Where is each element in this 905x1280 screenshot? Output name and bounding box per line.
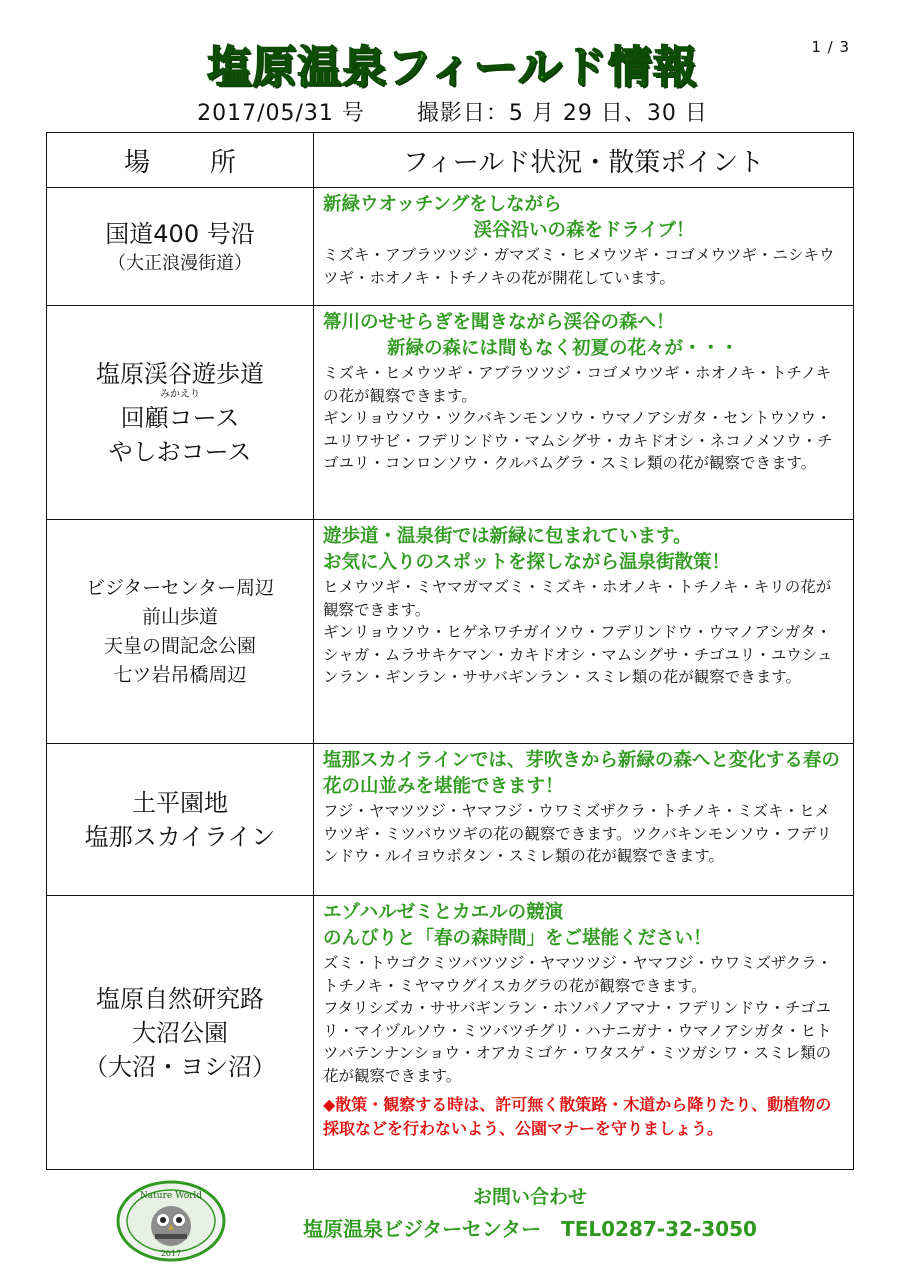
contact-info bbox=[230, 1182, 830, 1246]
highlight-text: 遊歩道・温泉街では新緑に包まれています。 bbox=[323, 526, 692, 547]
place-cell bbox=[47, 306, 314, 520]
place-name: 回顧コース bbox=[120, 403, 240, 432]
highlight-text: エゾハルゼミとカエルの競演 bbox=[323, 902, 564, 923]
place-name: 塩那スカイライン bbox=[84, 822, 276, 851]
place-name: 大沼公園 bbox=[132, 1018, 228, 1047]
body-text: ギンリョウソウ・ヒゲネワチガイソウ・フデリンドウ・ウマノアシガタ・シャガ・ムラサキケマン・カキドオシ・マムシグサ・チゴユリ・ユウシュンラン・ギンラン・ササバギンラン・スミレ類の花が観察できます。 bbox=[323, 623, 833, 686]
table-header-row bbox=[47, 133, 854, 188]
place-name: 塩原自然研究路 bbox=[96, 984, 264, 1013]
inquiry-label: お問い合わせ bbox=[472, 1186, 587, 1208]
highlight-text: 新緑ウオッチングをしながら bbox=[323, 194, 562, 215]
table-row bbox=[47, 306, 854, 520]
place-name: （大沼・ヨシ沼） bbox=[84, 1052, 276, 1081]
header-place bbox=[47, 133, 314, 188]
logo-text: Nature World bbox=[139, 1191, 203, 1201]
body-text: ギンリョウソウ・ツクバキンモンソウ・ウマノアシガタ・セントウソウ・ユリワサビ・フデリンドウ・マムシグサ・カキドオシ・ネコノメソウ・チゴユリ・コンロンソウ・クルバムグラ・スミレ類の花が観察できます。 bbox=[323, 409, 833, 472]
highlight-text: お気に入りのスポットを探しながら温泉街散策！ bbox=[323, 552, 731, 573]
highlight-text: 新緑の森には間もなく初夏の花々が・・・ bbox=[387, 338, 739, 359]
highlight-text: 渓谷沿いの森をドライブ！ bbox=[473, 220, 695, 241]
info-cell bbox=[314, 306, 854, 520]
highlight-text: 箒川のせせらぎを聞きながら渓谷の森へ！ bbox=[323, 312, 675, 333]
nature-world-logo bbox=[116, 1180, 226, 1262]
body-text: フジ・ヤマツツジ・ヤマフジ・ウワミズザクラ・トチノキ・ミズキ・ヒメウツギ・ミツバウツギの花の観察できます。ツクバキンモンソウ・フデリンドウ・ルイヨウボタン・スミレ類の花が観察できます。 bbox=[323, 802, 832, 865]
place-cell bbox=[47, 896, 314, 1170]
body-text: ヒメウツギ・ミヤマガマズミ・ミズキ・ホオノキ・トチノキ・キリの花が観察できます。 bbox=[323, 578, 832, 619]
place-cell bbox=[47, 520, 314, 744]
highlight-text: のんびりと「春の森時間」をご堪能ください！ bbox=[323, 928, 712, 949]
body-text: ズミ・トウゴクミツバツツジ・ヤマツツジ・ヤマフジ・ウワミズザクラ・トチノキ・ミヤマウグイスカグラの花が観察できます。 bbox=[323, 954, 833, 995]
info-cell bbox=[314, 188, 854, 306]
place-subname: （大正浪漫街道） bbox=[108, 252, 252, 274]
place-cell bbox=[47, 188, 314, 306]
place-name: 塩原渓谷遊歩道 bbox=[96, 359, 264, 388]
issue-date: 2017/05/31 号 bbox=[197, 101, 365, 126]
photo-date: 撮影日：5 月 29 日、30 日 bbox=[416, 101, 708, 126]
table-row bbox=[47, 896, 854, 1170]
info-cell bbox=[314, 896, 854, 1170]
place-name: 七ツ岩吊橋周辺 bbox=[113, 663, 247, 686]
body-text: ミズキ・アブラツツジ・ガマズミ・ヒメウツギ・コゴメウツギ・ニシキウツギ・ホオノキ・トチノキの花が開花しています。 bbox=[323, 246, 835, 287]
place-name: 前山歩道 bbox=[141, 605, 218, 628]
title-area bbox=[0, 40, 905, 96]
ruby-text: みかえり bbox=[160, 388, 200, 400]
place-name: やしおコース bbox=[108, 437, 252, 466]
place-name: ビジターセンター周辺 bbox=[85, 576, 275, 599]
date-line bbox=[0, 96, 905, 127]
info-cell bbox=[314, 744, 854, 896]
place-name: 天皇の間記念公園 bbox=[103, 634, 256, 657]
page-number: 1 / 3 bbox=[811, 38, 850, 56]
place-name: 土平園地 bbox=[132, 788, 228, 817]
logo-year: 2017 bbox=[160, 1249, 182, 1258]
info-cell bbox=[314, 520, 854, 744]
header-place-label: 場所 bbox=[123, 147, 296, 178]
table-row bbox=[47, 188, 854, 306]
contact-line: 塩原温泉ビジターセンター TEL0287-32-3050 bbox=[303, 1217, 757, 1241]
footer bbox=[0, 1178, 905, 1278]
table-row bbox=[47, 520, 854, 744]
place-name: 国道400 号沿 bbox=[105, 219, 255, 248]
table-row bbox=[47, 744, 854, 896]
highlight-text: 塩那スカイラインでは、芽吹きから新緑の森へと変化する春の花の山並みを堪能できます！ bbox=[323, 750, 840, 797]
place-cell bbox=[47, 744, 314, 896]
body-text: ミズキ・ヒメウツギ・アブラツツジ・コゴメウツギ・ホオノキ・トチノキの花が観察できます。 bbox=[323, 364, 832, 405]
header-info: フィールド状況・散策ポイント bbox=[314, 133, 854, 188]
field-info-table bbox=[46, 132, 854, 1170]
warning-text: ◆散策・観察する時は、許可無く散策路・木道から降りたり、動植物の採取などを行わないよう、公園マナーを守りましょう。 bbox=[323, 1095, 832, 1138]
page-title: 塩原温泉フィールド情報 bbox=[207, 42, 698, 93]
body-text: フタリシズカ・ササバギンラン・ホソバノアマナ・フデリンドウ・チゴユリ・マイヅルソウ・ミツバツチグリ・ハナニガナ・ウマノアシガタ・ヒトツバテンナンショウ・オアカミゴケ・ワタスゲ・ミツガシワ・スミレ類の花が観察できます。 bbox=[323, 999, 832, 1085]
